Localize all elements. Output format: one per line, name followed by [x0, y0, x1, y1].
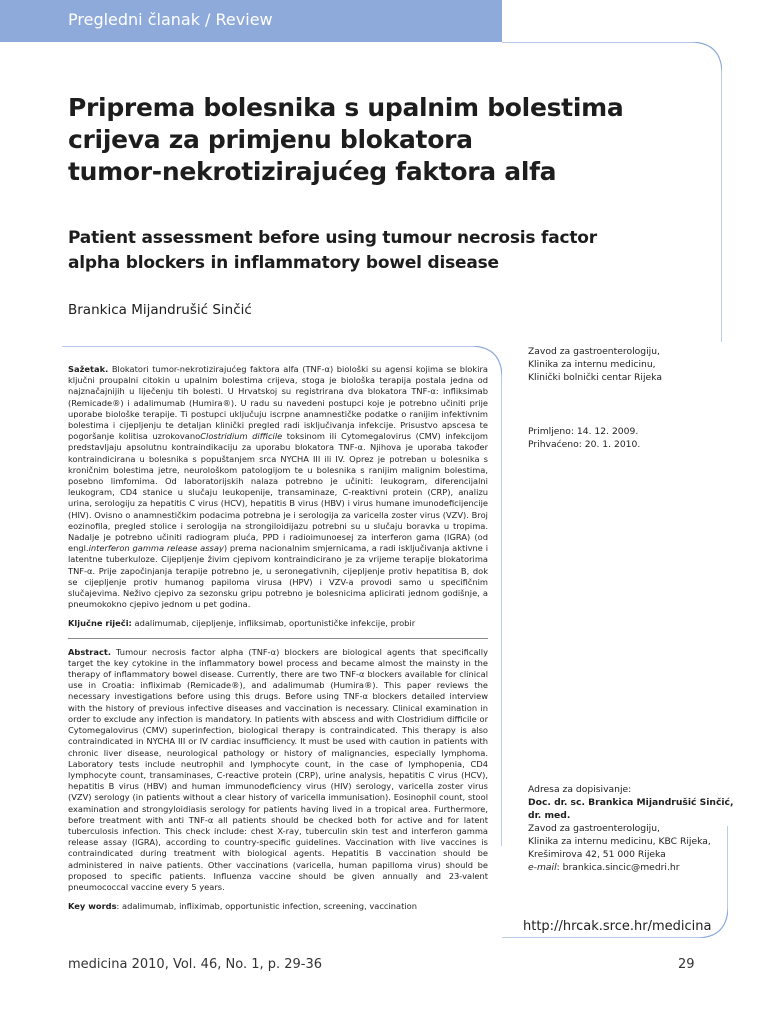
abstract-label: Abstract. — [68, 646, 111, 657]
article-title-english — [68, 226, 668, 276]
sazetak-text: ) prema nacionalnim smjernicama, a radi isključivanja aktivne i latentne tuberkuloze. Cijepljenje živim cjepivom kontraindicirano je za vrijeme terapije blokatorima TNF-α. Prije započinjanja terapije potrebno je, u seronegativnih, cijepljenje protiv hepatitisa B, dok se cijepljenje protiv humanog papiloma virusa (HPV) i VZV-a provodi samo u specifičnim slučajevima. Neživo cjepivo za sezonsku gripu potrebno je bolesnicima aplicirati jednom godišnje, a pneumokokno cjepivo jednom u pet godina. — [68, 543, 489, 610]
footer-journal-citation: medicina 2010, Vol. 46, No. 1, p. 29-36 — [68, 957, 323, 972]
kljucne-rijeci — [68, 618, 488, 629]
kljucne-label: Ključne riječi: — [68, 618, 132, 629]
article-title-croatian — [68, 92, 668, 188]
author-name: Brankica Mijandrušić Sinčić — [68, 302, 252, 318]
divider — [68, 638, 488, 639]
page-number: 29 — [678, 957, 695, 972]
section-label: Pregledni članak / Review — [68, 10, 273, 29]
title-line: tumor-nekrotizirajućeg faktora alfa — [68, 157, 557, 186]
email-label: e-mail — [528, 862, 557, 873]
correspondence-line: Zavod za gastroenterologiju, — [528, 823, 660, 834]
title-line: crijeva za primjenu blokatora — [68, 125, 473, 154]
sazetak-paragraph — [68, 364, 488, 610]
correspondence-email — [528, 861, 733, 874]
sazetak-text: Blokatori tumor-nekrotizirajućeg faktora alfa (TNF-α) biološki su agensi kojima se blokira ključni proupalni citokin u upalnim bolestima crijeva, stoga je biološka terapija postala jedna od najznačajnijih u liječenju tih bolesti. U Hrvatskoj su registrirana dva blokatora TNF-α: infliksimab (Remicade®) i adalimumab (Humira®). U radu su navedeni postupci koje je potrebno učiniti prije uporabe biološke terapije. Ti postupci uključuju iscrpne anamnestičke podatke o ranijim infektivnim bolestima i cijepljenju te detaljan klinički pregled radi isključivanja infekcije. Prisustvo apscesa te pogoršanje kolitisa uzrokovano — [68, 364, 488, 442]
sazetak-text: toksinom ili Cytomegalovirus (CMV) infekcijom predstavljaju apsolutnu kontraindikaciju za uporabu blokatora TNF-α. Njihova je uporaba također kontraindicirana u bolesnika s popuštanjem srca NYCHA III ili IV. Oprez je potreban u bolesnika s kroničnim bolestima jetre, neurološkom patologijom te u bolesnika s ranijim malignim bolestima, posebno limfomima. Od laboratorijskih nalaza potrebno je učiniti: leukogram, diferencijalni leukogram, CD4 stanice u slučaju leukopenije, transaminaze, C-reaktivni protein (CRP), analizu urina, serologiju za hepatitis C virus (HCV), hepatitis B virus (HBV) i virus humane imunodeficijencije (HIV). Ovisno o anamnestičkim podacima potrebna je i serologija za varicella zoster virus (VZV). Broj eozinofila, pregled stolice i serologija na strongiloidijazu potrebni su u slučaju boravka u tropima. Nadalje je potrebno učiniti radiogram pluća, PPD i radioimunoesej za interferon gama (IGRA) (od engl. — [68, 431, 488, 554]
accepted-date: Prihvaćeno: 20. 1. 2010. — [528, 439, 641, 450]
affiliation-line: Klinika za internu medicinu, — [528, 359, 656, 370]
sazetak-italic: Clostridium difficile — [200, 431, 283, 442]
key-words-text: : adalimumab, infliximab, opportunistic infection, screening, vaccination — [116, 901, 418, 912]
affiliation-line: Zavod za gastroenterologiju, — [528, 346, 660, 357]
sazetak-label: Sažetak. — [68, 364, 109, 374]
key-words — [68, 901, 488, 912]
correspondence-name: Doc. dr. sc. Brankica Mijandrušić Sinčić, — [528, 797, 734, 808]
sazetak-italic: interferon gamma release assay — [88, 543, 224, 554]
kljucne-text: adalimumab, cijepljenje, infliksimab, oportunističke infekcije, probir — [131, 618, 416, 629]
journal-url[interactable]: http://hrcak.srce.hr/medicina — [523, 919, 712, 934]
abstract-paragraph — [68, 647, 488, 893]
key-words-label: Key words — [68, 901, 117, 912]
correspondence-degree: dr. med. — [528, 810, 571, 821]
dates — [528, 425, 640, 451]
affiliation-line: Klinički bolnički centar Rijeka — [528, 372, 662, 383]
correspondence-line: Klinika za internu medicinu, KBC Rijeka, — [528, 836, 711, 847]
abstract-column — [68, 346, 489, 912]
section-band — [0, 0, 502, 42]
title-line: Priprema bolesnika s upalnim bolestima — [68, 93, 624, 122]
correspondence — [528, 783, 733, 874]
abstract-text: Tumour necrosis factor alpha (TNF-α) blockers are biological agents that specifically target the key cytokine in the inflammatory bowel process and became almost the mainsty in the therapy of inflammatory bowel disease. Currently, there are two TNF-α blockers available for clinical use in Croatia: infliximab (Remicade®), and adalimumab (Humira®). This paper reviews the necessary investigations before using this drugs. Before using TNF-α blockers detailed interview with the history of previous infective diseases and vaccination is necessary. Clinical examination in order to exclude any infection is mandatory. In patients with abscess and with Clostridium difficile or Cytomegalovirus (CMV) superinfection, biological therapy is contraindicated. This therapy is also contraindicated in NYCHA III or IV cardiac insufficiency. It must be used with caution in patients with chronic liver disease, neurological pathology or history of malignancies, especially lymphoma. Laboratory tests include neutrophil and lymphocyte count, in the case of lymphopenia, CD4 lymphocyte count, transaminases, C-reactive protein (CRP), urine analysis, hepatitis C virus (HCV), hepatitis B virus (HBV) and human immunodeficiency virus (HIV) serology, varicella zoster virus (VZV) serology (in patients without a clear history of varicella immunisation). Eosinophil count, stool examination and strongyloidiasis serology for patients having lived in a tropical area. Furthermore, before treatment with anti TNF-α all patients should be checked both for active and for latent tuberculosis infection. This check include: chest X-ray, tuberculin skin test and interferon gamma release assay (IGRA), according to country-specific guidelines. Vaccination with live vaccines is contraindicated during treatment with biological agents. Hepatitis B vaccination should be administered in naive patients. Other vaccinations (varicella, human papilloma virus) should be proposed to specific patients. Influenza vaccine should be given annually and 23-valent pneumococcal vaccine every 5 years. — [68, 646, 488, 892]
email-address[interactable]: : brankica.sincic@medri.hr — [556, 862, 680, 873]
correspondence-line: Krešimirova 42, 51 000 Rijeka — [528, 849, 666, 860]
subtitle-line: Patient assessment before using tumour necrosis factor — [68, 228, 597, 248]
subtitle-line: alpha blockers in inflammatory bowel disease — [68, 253, 499, 273]
received-date: Primljeno: 14. 12. 2009. — [528, 426, 639, 437]
correspondence-label: Adresa za dopisivanje: — [528, 784, 632, 795]
title-frame-line — [0, 42, 722, 342]
affiliation — [528, 345, 662, 384]
